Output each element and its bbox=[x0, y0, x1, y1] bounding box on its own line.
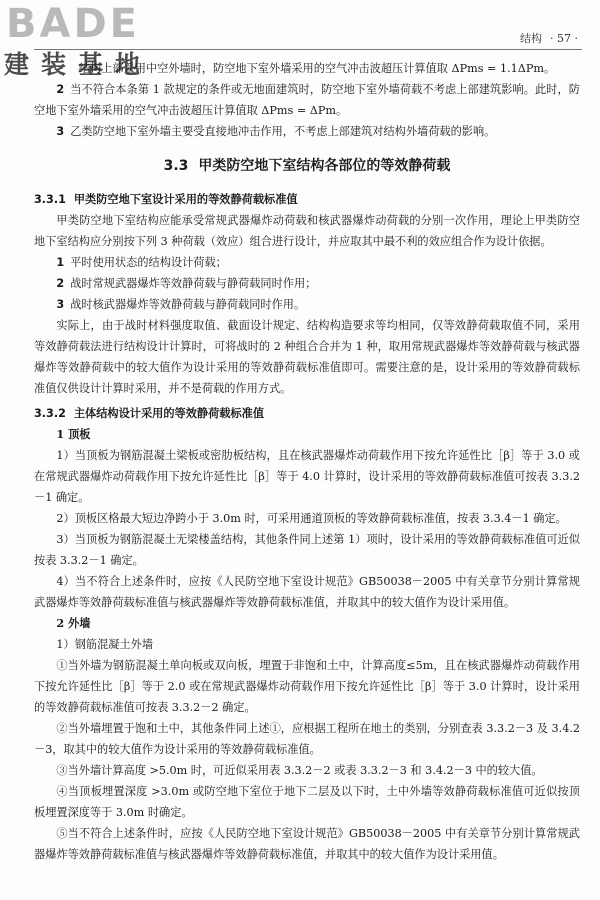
clause-heading bbox=[34, 403, 580, 424]
running-head bbox=[520, 30, 578, 46]
paragraph: 实际上，由于战时材料强度取值、截面设计规定、结构构造要求等均相同，仅等效静荷载取值不同，采用等效静荷载法进行结构设计计算时，可将战时的 2 种组合合并为 1 种，取用常规武器爆炸等效静荷载与核武器爆炸等效静荷载中的较大值作为设计采用的等效静荷载标准值即可。需要注意的是，设计采用的等效静荷载标准值仅供设计计算时采用，并不是荷载的作用方式。 bbox=[34, 319, 580, 395]
sub-heading: 2 外墙 bbox=[56, 616, 91, 630]
paragraph-text: 当不符合本条第 1 款规定的条件或无地面建筑时，防空地下室外墙荷载不考虑上部建筑影响。此时，防空地下室外墙采用的空气冲击波超压计算值取 ΔPms = ΔPm。 bbox=[34, 83, 580, 117]
item-number: 2 bbox=[56, 83, 65, 96]
paragraph: 2）顶板区格最大短边净跨小于 3.0m 时，可采用通道顶板的等效静荷载标准值，按表 3.3.4－1 确定。 bbox=[56, 512, 567, 525]
section-title-text: 甲类防空地下室结构各部位的等效静荷载 bbox=[198, 158, 451, 174]
page-body bbox=[34, 58, 580, 865]
paragraph: 甲类防空地下室结构应能承受常规武器爆炸动荷载和核武器爆炸动荷载的分别一次作用，理论上甲类防空地下室结构应分别按下列 3 种荷载（效应）组合进行设计，并应取其中最不利的效应组合作为设计依据。 bbox=[34, 214, 580, 248]
section-number: 3.3 bbox=[163, 158, 189, 174]
clause-title: 甲类防空地下室设计采用的等效静荷载标准值 bbox=[73, 193, 298, 206]
item-number: 3 bbox=[56, 298, 65, 311]
numbered-paragraph bbox=[34, 79, 580, 121]
list-item-text: 平时使用状态的结构设计荷载； bbox=[70, 256, 227, 269]
watermark-logo-subtext: 建装基地 bbox=[4, 50, 153, 79]
page-number: · 57 · bbox=[550, 32, 578, 45]
paragraph bbox=[34, 58, 580, 79]
item-number: 2 bbox=[56, 277, 65, 290]
paragraph-text: 结构上部采用中空外墙时，防空地下室外墙采用的空气冲击波超压计算值取 ΔPms = 1.1ΔPm。 bbox=[78, 62, 556, 75]
section-heading bbox=[34, 156, 580, 177]
list-item-text: 战时常规武器爆炸等效静荷载与静荷载同时作用； bbox=[70, 277, 317, 290]
clause-number: 3.3.1 bbox=[34, 193, 66, 206]
list-item bbox=[34, 252, 580, 273]
chapter-title: 结构 bbox=[520, 32, 543, 45]
list-item bbox=[34, 294, 580, 315]
watermark-logo: BADE bbox=[6, 1, 140, 47]
paragraph: ⑤当不符合上述条件时，应按《人民防空地下室设计规范》GB50038－2005 中有关章节分别计算常规武器爆炸等效静荷载标准值与核武器爆炸等效静荷载标准值，并取其中的较大值作为设计采用值。 bbox=[34, 827, 580, 861]
paragraph: 3）当顶板为钢筋混凝土无梁楼盖结构，其他条件同上述第 1）项时，设计采用的等效静荷载标准值可近似按表 3.3.2－1 确定。 bbox=[34, 533, 580, 567]
clause-title: 主体结构设计采用的等效静荷载标准值 bbox=[73, 407, 265, 420]
list-item-text: 战时核武器爆炸等效静荷载与静荷载同时作用。 bbox=[70, 298, 306, 311]
paragraph: 1）当顶板为钢筋混凝土梁板或密肋板结构，且在核武器爆炸动荷载作用下按允许延性比［β］等于 3.0 或在常规武器爆炸动荷载作用下按允许延性比［β］等于 4.0 计算时，设计采用的等效静荷载标准值可按表 3.3.2－1 确定。 bbox=[34, 449, 580, 504]
clause-heading bbox=[34, 189, 580, 210]
item-number: 3 bbox=[56, 125, 65, 138]
paragraph: ②当外墙埋置于饱和土中，其他条件同上述①，应根据工程所在地土的类别，分别查表 3.3.2－3 及 3.4.2－3，取其中的较大值作为设计采用的等效静荷载标准值。 bbox=[34, 722, 580, 756]
paragraph: ④当顶板埋置深度 >3.0m 或防空地下室位于地下二层及以下时，土中外墙等效静荷载标准值可近似按顶板埋置深度等于 3.0m 时确定。 bbox=[34, 785, 580, 819]
paragraph: ③当外墙计算高度 >5.0m 时，可近似采用表 3.3.2－2 或表 3.3.2－3 和 3.4.2－3 中的较大值。 bbox=[56, 764, 543, 777]
numbered-paragraph bbox=[34, 121, 580, 142]
sub-heading: 1）钢筋混凝土外墙 bbox=[56, 638, 154, 651]
clause-number: 3.3.2 bbox=[34, 407, 66, 420]
paragraph-text: 乙类防空地下室外墙主要受直接地冲击作用，不考虑上部建筑对结构外墙荷载的影响。 bbox=[70, 125, 496, 138]
item-number: 1 bbox=[56, 256, 65, 269]
header-rule bbox=[34, 49, 582, 50]
sub-heading: 1 顶板 bbox=[56, 427, 91, 441]
list-item bbox=[34, 273, 580, 294]
paragraph: ①当外墙为钢筋混凝土单向板或双向板，埋置于非饱和土中，计算高度≤5m，且在核武器爆炸动荷载作用下按允许延性比［β］等于 2.0 或在常规武器爆炸动荷载作用下按允许延性比［β］等于 3.0 计算时，设计采用的等效静荷载标准值可按表 3.3.2－2 确定。 bbox=[34, 659, 580, 714]
paragraph: 4）当不符合上述条件时，应按《人民防空地下室设计规范》GB50038－2005 中有关章节分别计算常规武器爆炸等效静荷载标准值与核武器爆炸等效静荷载标准值，并取其中的较大值作为设计采用值。 bbox=[34, 575, 580, 609]
